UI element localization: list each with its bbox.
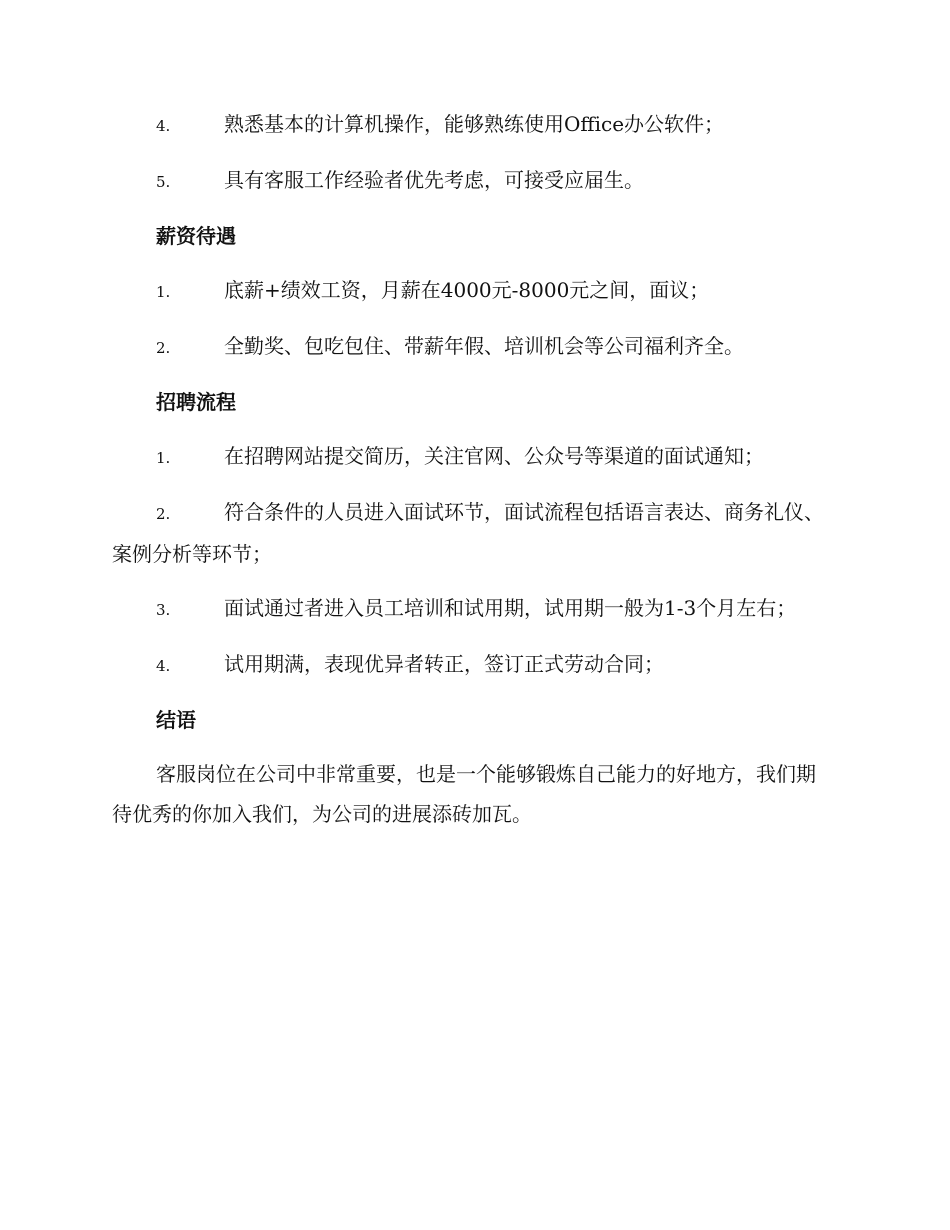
document-body <box>112 104 834 834</box>
list-text: 在招聘网站提交简历，关注官网、公众号等渠道的面试通知； <box>224 444 764 468</box>
list-number: 1. <box>156 283 171 301</box>
list-item <box>112 644 834 686</box>
list-text: 具有客服工作经验者优先考虑，可接受应届生。 <box>224 168 644 192</box>
list-number: 2. <box>156 505 171 523</box>
list-item <box>112 160 834 202</box>
conclusion-paragraph: 客服岗位在公司中非常重要，也是一个能够锻炼自己能力的好地方，我们期待优秀的你加入我们，为公司的进展添砖加瓦。 <box>112 762 816 826</box>
list-text: 符合条件的人员进入面试环节，面试流程包括语言表达、商务礼仪、案例分析等环节； <box>112 500 824 566</box>
list-number: 4. <box>156 117 171 135</box>
list-text: 面试通过者进入员工培训和试用期，试用期一般为1-3个月左右； <box>224 596 797 620</box>
list-text: 熟悉基本的计算机操作，能够熟练使用Office办公软件； <box>224 112 725 136</box>
list-number: 3. <box>156 601 171 619</box>
list-number: 1. <box>156 449 171 467</box>
list-item <box>112 270 834 312</box>
list-item <box>112 588 834 630</box>
list-number: 5. <box>156 173 171 191</box>
list-text: 试用期满，表现优异者转正，签订正式劳动合同； <box>224 652 664 676</box>
list-text: 底薪+绩效工资，月薪在4000元-8000元之间，面议； <box>224 278 710 302</box>
section-heading-conclusion: 结语 <box>156 708 196 732</box>
section-heading-recruitment-process: 招聘流程 <box>156 390 236 414</box>
list-number: 2. <box>156 339 171 357</box>
list-item <box>112 326 834 368</box>
list-item <box>112 436 834 478</box>
list-number: 4. <box>156 657 171 675</box>
list-item <box>112 492 834 574</box>
list-text: 全勤奖、包吃包住、带薪年假、培训机会等公司福利齐全。 <box>224 334 744 358</box>
section-heading-salary: 薪资待遇 <box>156 224 236 248</box>
list-item <box>112 104 834 146</box>
